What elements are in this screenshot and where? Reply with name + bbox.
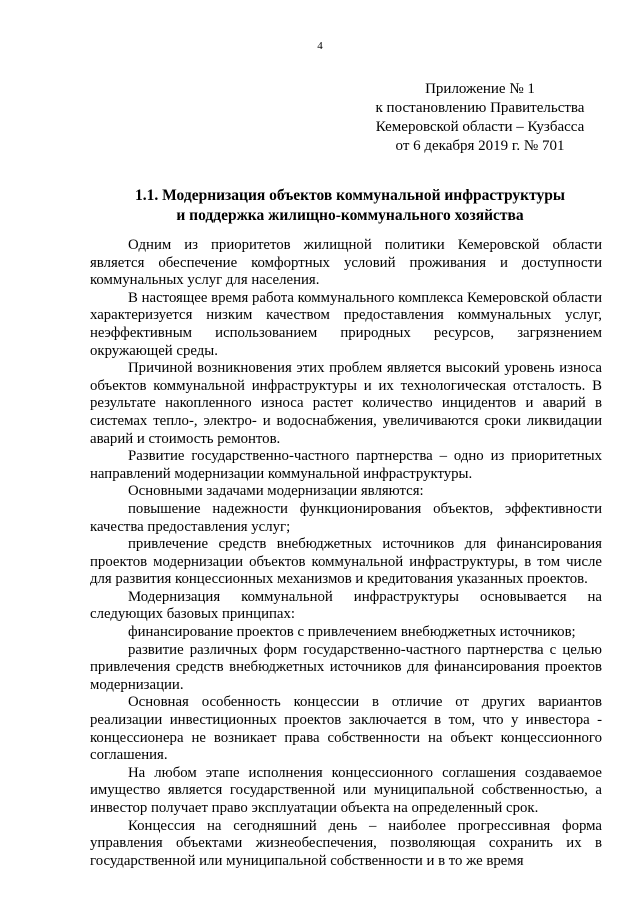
paragraph: На любом этапе исполнения концессионного соглашения создаваемое имущество является государственной или муниципальной собственностью, а инвестор получает право эксплуатации объекта на определенный срок. xyxy=(90,764,602,816)
paragraph: Концессия на сегодняшний день – наиболее прогрессивная форма управления объектами жизнеобеспечения, позволяющая сохранить их в государственной или муниципальной собственности и в то же время xyxy=(90,817,602,869)
paragraph: Основными задачами модернизации являются: xyxy=(128,483,424,500)
paragraph: Модернизация коммунальной инфраструктуры основывается на следующих базовых принципах: xyxy=(90,588,602,623)
appendix-header xyxy=(360,80,600,156)
body-text xyxy=(90,237,602,870)
appendix-line: Кемеровской области – Кузбасса xyxy=(375,119,585,135)
list-item: развитие различных форм государственно-частного партнерства с целью привлечения средств внебюджетных источников для финансирования проектов модернизации. xyxy=(90,641,602,693)
paragraph: Основная особенность концессии в отличие от других вариантов реализации инвестиционных проектов заключается в том, что у инвестора - концессионера не возникает права собственности на объект концессионного соглашения. xyxy=(90,694,602,764)
list-item: привлечение средств внебюджетных источников для финансирования проектов модернизации объектов коммунальной инфраструктуры, в том числе для развития концессионных механизмов и кредитования указанных проектов. xyxy=(90,536,602,588)
page-number: 4 xyxy=(317,40,323,52)
paragraph: Развитие государственно-частного партнерства – одно из приоритетных направлений модернизации коммунальной инфраструктуры. xyxy=(90,448,602,482)
heading-line: и поддержка жилищно-коммунального хозяйства xyxy=(176,207,524,224)
heading-line: 1.1. Модернизация объектов коммунальной инфраструктуры xyxy=(135,187,565,204)
paragraph: Причиной возникновения этих проблем является высокий уровень износа объектов коммунальной инфраструктуры и их технологическая отсталость. В результате накопленного износа растет количество инцидентов и аварий в системах тепло-, электро- и водоснабжения, увеличиваются сроки ликвидации аварий и стоимость ремонтов. xyxy=(90,360,602,447)
appendix-line: к постановлению Правительства xyxy=(375,100,585,116)
paragraph: Одним из приоритетов жилищной политики Кемеровской области является обеспечение комфортных условий проживания и доступности коммунальных услуг для населения. xyxy=(90,237,602,289)
list-item: повышение надежности функционирования объектов, эффективности качества предоставления услуг; xyxy=(90,500,602,535)
section-heading xyxy=(90,186,610,226)
appendix-line: от 6 декабря 2019 г. № 701 xyxy=(395,138,565,154)
appendix-line: Приложение № 1 xyxy=(425,81,535,97)
list-item: финансирование проектов с привлечением внебюджетных источников; xyxy=(128,624,576,641)
paragraph: В настоящее время работа коммунального комплекса Кемеровской области характеризуется низким качеством предоставления коммунальных услуг, неэффективным использованием природных ресурсов, загрязнением окружающей среды. xyxy=(90,289,602,359)
